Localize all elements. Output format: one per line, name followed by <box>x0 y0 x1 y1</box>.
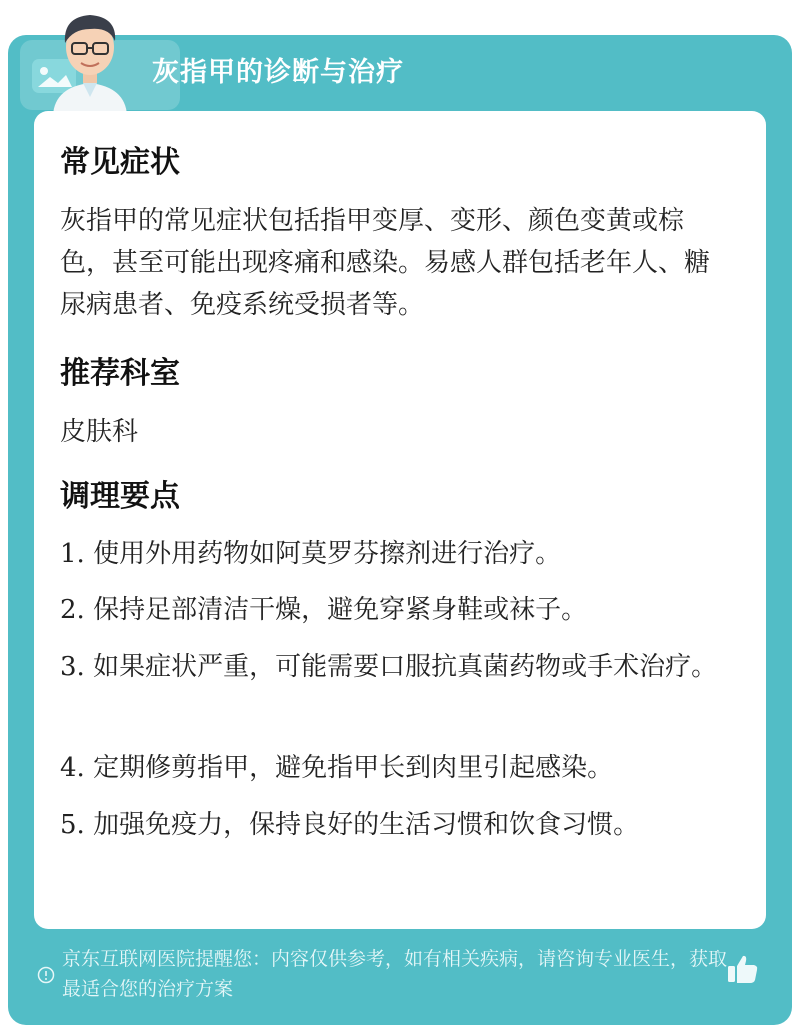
content-card <box>34 111 766 929</box>
list-item <box>60 745 730 791</box>
disclaimer-text: 京东互联网医院提醒您：内容仅供参考，如有相关疾病，请咨询专业医生，获取最适合您的治疗方案 <box>62 948 728 1000</box>
section-heading-department: 推荐科室 <box>60 356 180 391</box>
list-item-number: 4. <box>60 753 85 783</box>
doctor-avatar <box>45 5 135 115</box>
list-item-text: 加强免疫力，保持良好的生活习惯和饮食习惯。 <box>93 810 640 840</box>
list-item <box>60 644 730 690</box>
list-item-text: 使用外用药物如阿莫罗芬擦剂进行治疗。 <box>93 539 562 569</box>
list-item-text: 保持足部清洁干燥，避免穿紧身鞋或袜子。 <box>93 595 588 625</box>
info-icon <box>37 966 55 984</box>
list-item-text: 如果症状严重，可能需要口服抗真菌药物或手术治疗。 <box>93 652 718 682</box>
list-item <box>60 802 730 848</box>
section-heading-care: 调理要点 <box>60 479 180 514</box>
list-item <box>60 531 730 577</box>
symptoms-text: 灰指甲的常见症状包括指甲变厚、变形、颜色变黄或棕色，甚至可能出现疼痛和感染。易感人群包括老年人、糖尿病患者、免疫系统受损者等。 <box>60 206 711 320</box>
thumbs-up-icon[interactable] <box>726 952 760 986</box>
list-item-number: 1. <box>60 539 85 569</box>
list-item <box>60 587 730 633</box>
list-item-text: 定期修剪指甲，避免指甲长到肉里引起感染。 <box>93 753 614 783</box>
page-title: 灰指甲的诊断与治疗 <box>152 57 404 88</box>
list-item-number: 2. <box>60 595 85 625</box>
section-heading-symptoms: 常见症状 <box>60 145 180 180</box>
department-text: 皮肤科 <box>60 417 139 447</box>
list-item-number: 3. <box>60 652 85 682</box>
list-item-number: 5. <box>60 810 85 840</box>
